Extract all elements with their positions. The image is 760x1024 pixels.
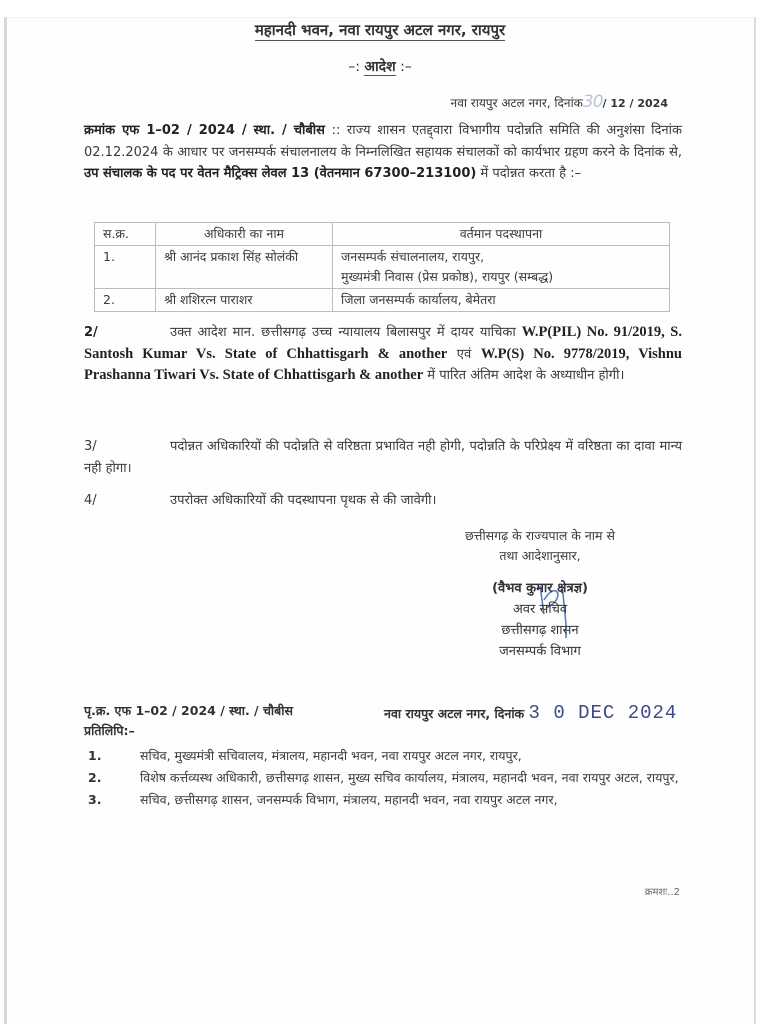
date-month-year: / 12 / 2024 (602, 97, 668, 110)
signatory-government: छत्तीसगढ़ शासन (501, 623, 579, 638)
order-title-prefix: –: (348, 59, 365, 75)
copy-list (88, 746, 688, 812)
order-body-paragraph (84, 120, 682, 185)
list-item (88, 746, 688, 766)
signatory-block (470, 578, 610, 662)
office-address-heading (0, 20, 760, 40)
order-date (451, 92, 668, 112)
list-item-number: 1. (88, 748, 102, 763)
order-body-text: :: राज्य शासन एतद्द्वारा विभागीय पदोन्नति समिति की अनुशंसा दिनांक 02.12.2024 के आधार पर जनसम्पर्क संचालनालय के निम्नलिखित सहायक संचालकों को कार्यभार ग्रहण करने के दिनांक से, (84, 123, 682, 160)
paragraph-text: पदोन्नत अधिकारियों की पदोन्नति से वरिष्ठता प्रभावित नही होगी, पदोन्नति के परिप्रेक्ष्य में वरिष्ठता का दावा मान्य नही होगा। (84, 439, 682, 476)
paragraph-number: 2/ (84, 325, 98, 340)
paragraph-number: 3/ (84, 439, 97, 454)
endorsement-place-label: नवा रायपुर अटल नगर, दिनांक (384, 706, 525, 721)
signatory-name: (वैभव कुमार क्षेत्रज्ञ) (492, 581, 588, 596)
column-header-sno: स.क्र. (95, 223, 156, 246)
order-body-end: में पदोन्नत करता है :– (476, 166, 582, 181)
paragraph-text: उपरोक्त अधिकारियों की पदस्थापना पृथक से की जावेगी। (170, 493, 437, 508)
authority-line-1: छत्तीसगढ़ के राज्यपाल के नाम से (465, 528, 615, 543)
date-stamp: 3 0 DEC 2024 (528, 702, 678, 724)
signatory-department: जनसम्पर्क विभाग (499, 644, 581, 659)
list-item-number: 2. (88, 770, 102, 785)
list-item-text: सचिव, छत्तीसगढ़ शासन, जनसम्पर्क विभाग, मंत्रालय, महानदी भवन, नवा रायपुर अटल नगर, (140, 792, 558, 807)
case-citation: W.P(S) No. 9778/2019, Vishnu Prashanna Tiwari Vs. State of Chhattisgarh & another (84, 345, 682, 383)
list-item-text: सचिव, मुख्यमंत्री सचिवालय, मंत्रालय, महानदी भवन, नवा रायपुर अटल नगर, रायपुर, (140, 748, 522, 763)
cell-posting (333, 289, 670, 312)
case-citation: W.P(PIL) No. 91/2019, S. Santosh Kumar Vs. State of Chhattisgarh & another (84, 324, 682, 362)
posting-line: मुख्यमंत्री निवास (प्रेस प्रकोष्ठ), रायपुर (सम्बद्ध) (341, 269, 554, 284)
paragraph-3 (84, 436, 682, 479)
list-item-text: विशेष कर्त्तव्यस्थ अधिकारी, छत्तीसगढ़ शासन, मुख्य सचिव कार्यालय, मंत्रालय, महानदी भवन, नवा रायपुर अटल, रायपुर, (140, 770, 679, 785)
paragraph-text: उक्त आदेश मान. छत्तीसगढ़ उच्च न्यायालय बिलासपुर में दायर याचिका (170, 325, 522, 340)
paragraph-text: में पारित अंतिम आदेश के अध्याधीन होगी। (423, 368, 625, 383)
order-body-bold: उप संचालक के पद पर वेतन मैट्रिक्स लेवल 13 (वेतनमान 67300–213100) (84, 166, 477, 181)
handwritten-day: 30 (582, 92, 603, 112)
cell-posting (333, 246, 670, 289)
order-title-text: आदेश (364, 59, 396, 75)
list-item-number: 3. (88, 792, 102, 807)
order-title-suffix: :– (395, 59, 412, 75)
table-header-row (95, 223, 670, 246)
order-reference-number: क्रमांक एफ 1–02 / 2024 / स्था. / चौबीस (84, 123, 325, 138)
endorsement-date (384, 702, 677, 724)
column-header-posting: वर्तमान पदस्थापना (333, 223, 670, 246)
table-row (95, 289, 670, 312)
place-date-label: नवा रायपुर अटल नगर, दिनांक (450, 96, 583, 110)
signatory-designation: अवर सचिव (512, 602, 568, 617)
table-row (95, 246, 670, 289)
authority-line-2: तथा आदेशानुसार, (499, 548, 581, 563)
copy-to-label: प्रतिलिपि:– (84, 723, 135, 738)
cell-officer-name: श्री आनंद प्रकाश सिंह सोलंकी (156, 246, 333, 289)
cell-sno: 1. (95, 246, 156, 289)
list-item (88, 790, 688, 810)
continued-marker: क्रमशः..2 (644, 887, 680, 898)
paragraph-4 (84, 490, 682, 512)
officers-table (94, 222, 670, 312)
cell-sno: 2. (95, 289, 156, 312)
address-text: महानदी भवन, नवा रायपुर अटल नगर, रायपुर (254, 21, 506, 39)
order-title (0, 57, 760, 76)
column-header-name: अधिकारी का नाम (156, 223, 333, 246)
cell-officer-name: श्री शशिरत्न पाराशर (156, 289, 333, 312)
paragraph-2 (84, 322, 682, 387)
posting-line: जिला जनसम्पर्क कार्यालय, बेमेतरा (341, 292, 496, 307)
list-item (88, 768, 688, 788)
endorsement-reference-number: पृ.क्र. एफ 1–02 / 2024 / स्था. / चौबीस (84, 703, 293, 718)
paragraph-number: 4/ (84, 493, 97, 508)
authority-line (410, 526, 670, 566)
paragraph-text: एवं (447, 346, 481, 362)
posting-line: जनसम्पर्क संचालनालय, रायपुर, (341, 249, 485, 264)
